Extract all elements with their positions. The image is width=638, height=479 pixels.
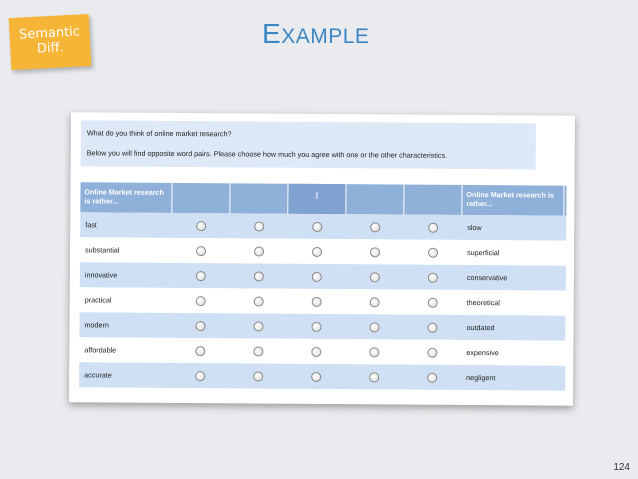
scale-option-cell <box>345 372 403 382</box>
radio-button-2[interactable] <box>253 371 263 381</box>
title-rest: XAMPLE <box>281 25 370 48</box>
radio-button-4[interactable] <box>369 372 379 382</box>
header-scale-4 <box>346 184 404 214</box>
scale-option-cell <box>404 222 462 232</box>
table-row <box>79 337 565 365</box>
scale-option-cell <box>346 247 404 257</box>
radio-button-4[interactable] <box>370 247 380 257</box>
radio-button-1[interactable] <box>196 221 206 231</box>
left-adjective: substantial <box>85 245 120 255</box>
radio-button-5[interactable] <box>428 247 438 257</box>
scale-option-cell <box>171 320 229 330</box>
grid-header <box>80 182 566 215</box>
header-scale-5 <box>404 185 462 215</box>
scale-option-cell <box>171 345 229 355</box>
radio-button-5[interactable] <box>428 272 438 282</box>
radio-button-2[interactable] <box>254 271 264 281</box>
radio-button-3[interactable] <box>311 371 321 381</box>
semantic-differential-grid <box>79 182 566 390</box>
radio-button-1[interactable] <box>196 246 206 256</box>
scale-option-cell <box>403 347 461 357</box>
scale-option-cell <box>346 272 404 282</box>
right-adjective: negligent <box>466 373 496 383</box>
radio-button-5[interactable] <box>427 347 437 357</box>
left-adjective: affordable <box>84 345 117 355</box>
scale-option-cell <box>172 220 230 230</box>
scale-option-cell <box>288 271 346 281</box>
scale-option-cell <box>230 246 288 256</box>
scale-option-cell <box>346 297 404 307</box>
scale-option-cell <box>346 222 404 232</box>
radio-button-1[interactable] <box>195 321 205 331</box>
table-row <box>79 312 565 340</box>
table-row <box>80 262 566 290</box>
slide-title <box>262 18 369 50</box>
question-text: What do you think of online market research? <box>86 128 232 139</box>
header-scale-3: I <box>288 184 346 214</box>
scale-option-cell <box>229 346 287 356</box>
scale-option-cell <box>404 297 462 307</box>
radio-button-2[interactable] <box>254 221 264 231</box>
right-adjective: slow <box>467 223 482 233</box>
scale-option-cell <box>229 321 287 331</box>
scale-option-cell <box>345 347 403 357</box>
radio-button-3[interactable] <box>312 296 322 306</box>
scale-option-cell <box>404 247 462 257</box>
scale-option-cell <box>172 270 230 280</box>
radio-button-4[interactable] <box>369 347 379 357</box>
sticky-line2: Diff. <box>36 40 65 57</box>
scale-option-cell <box>287 321 345 331</box>
scale-option-cell <box>287 346 345 356</box>
survey-screenshot <box>69 112 575 406</box>
radio-button-3[interactable] <box>312 221 322 231</box>
right-adjective: outdated <box>466 323 495 333</box>
radio-button-2[interactable] <box>253 346 263 356</box>
scale-option-cell <box>345 322 403 332</box>
scale-option-cell <box>403 322 461 332</box>
table-row <box>80 212 566 240</box>
header-scale-1 <box>172 183 230 213</box>
scale-option-cell <box>229 371 287 381</box>
header-left: Online Market research is rather... <box>80 182 172 213</box>
instruction-text: Below you will find opposite word pairs. Please choose how much you agree with one or the other characteristics. <box>86 148 448 160</box>
header-right: Online Market research is rather... <box>462 185 564 216</box>
radio-button-1[interactable] <box>196 296 206 306</box>
left-adjective: modern <box>84 320 109 330</box>
scale-option-cell <box>288 221 346 231</box>
radio-button-1[interactable] <box>196 271 206 281</box>
radio-button-3[interactable] <box>311 346 321 356</box>
radio-button-5[interactable] <box>428 297 438 307</box>
radio-button-4[interactable] <box>370 272 380 282</box>
right-adjective: superficial <box>467 248 500 258</box>
radio-button-2[interactable] <box>254 296 264 306</box>
left-adjective: fast <box>85 220 97 230</box>
radio-button-1[interactable] <box>195 346 205 356</box>
radio-button-3[interactable] <box>312 246 322 256</box>
radio-button-2[interactable] <box>254 246 264 256</box>
radio-button-3[interactable] <box>311 321 321 331</box>
scale-option-cell <box>287 371 345 381</box>
radio-button-3[interactable] <box>312 271 322 281</box>
left-adjective: innovative <box>84 270 118 280</box>
radio-button-5[interactable] <box>428 222 438 232</box>
radio-button-4[interactable] <box>370 222 380 232</box>
scale-option-cell <box>230 296 288 306</box>
right-adjective: expensive <box>466 348 499 358</box>
page-number: 124 <box>613 462 630 473</box>
left-adjective: accurate <box>84 370 112 380</box>
scale-option-cell <box>230 221 288 231</box>
grid-rows <box>79 212 566 390</box>
scale-option-cell <box>403 372 461 382</box>
title-first-letter: E <box>262 18 282 49</box>
right-adjective: conservative <box>466 273 508 283</box>
scale-option-cell <box>230 271 288 281</box>
scale-option-cell <box>171 370 229 380</box>
radio-button-5[interactable] <box>427 372 437 382</box>
radio-button-4[interactable] <box>370 297 380 307</box>
radio-button-2[interactable] <box>253 321 263 331</box>
header-scale-2 <box>230 183 288 213</box>
table-row <box>79 362 565 390</box>
radio-button-1[interactable] <box>195 371 205 381</box>
scale-option-cell <box>404 272 462 282</box>
question-header <box>81 120 536 169</box>
scale-option-cell <box>172 245 230 255</box>
radio-button-5[interactable] <box>427 322 437 332</box>
sticky-line1: Semantic <box>18 24 81 43</box>
scale-option-cell <box>288 296 346 306</box>
scale-option-cell <box>172 295 230 305</box>
right-adjective: theoretical <box>466 298 500 308</box>
table-row <box>80 237 566 265</box>
radio-button-4[interactable] <box>369 322 379 332</box>
scale-option-cell <box>288 246 346 256</box>
table-row <box>80 287 566 315</box>
sticky-note <box>9 14 92 70</box>
left-adjective: practical <box>84 295 112 305</box>
